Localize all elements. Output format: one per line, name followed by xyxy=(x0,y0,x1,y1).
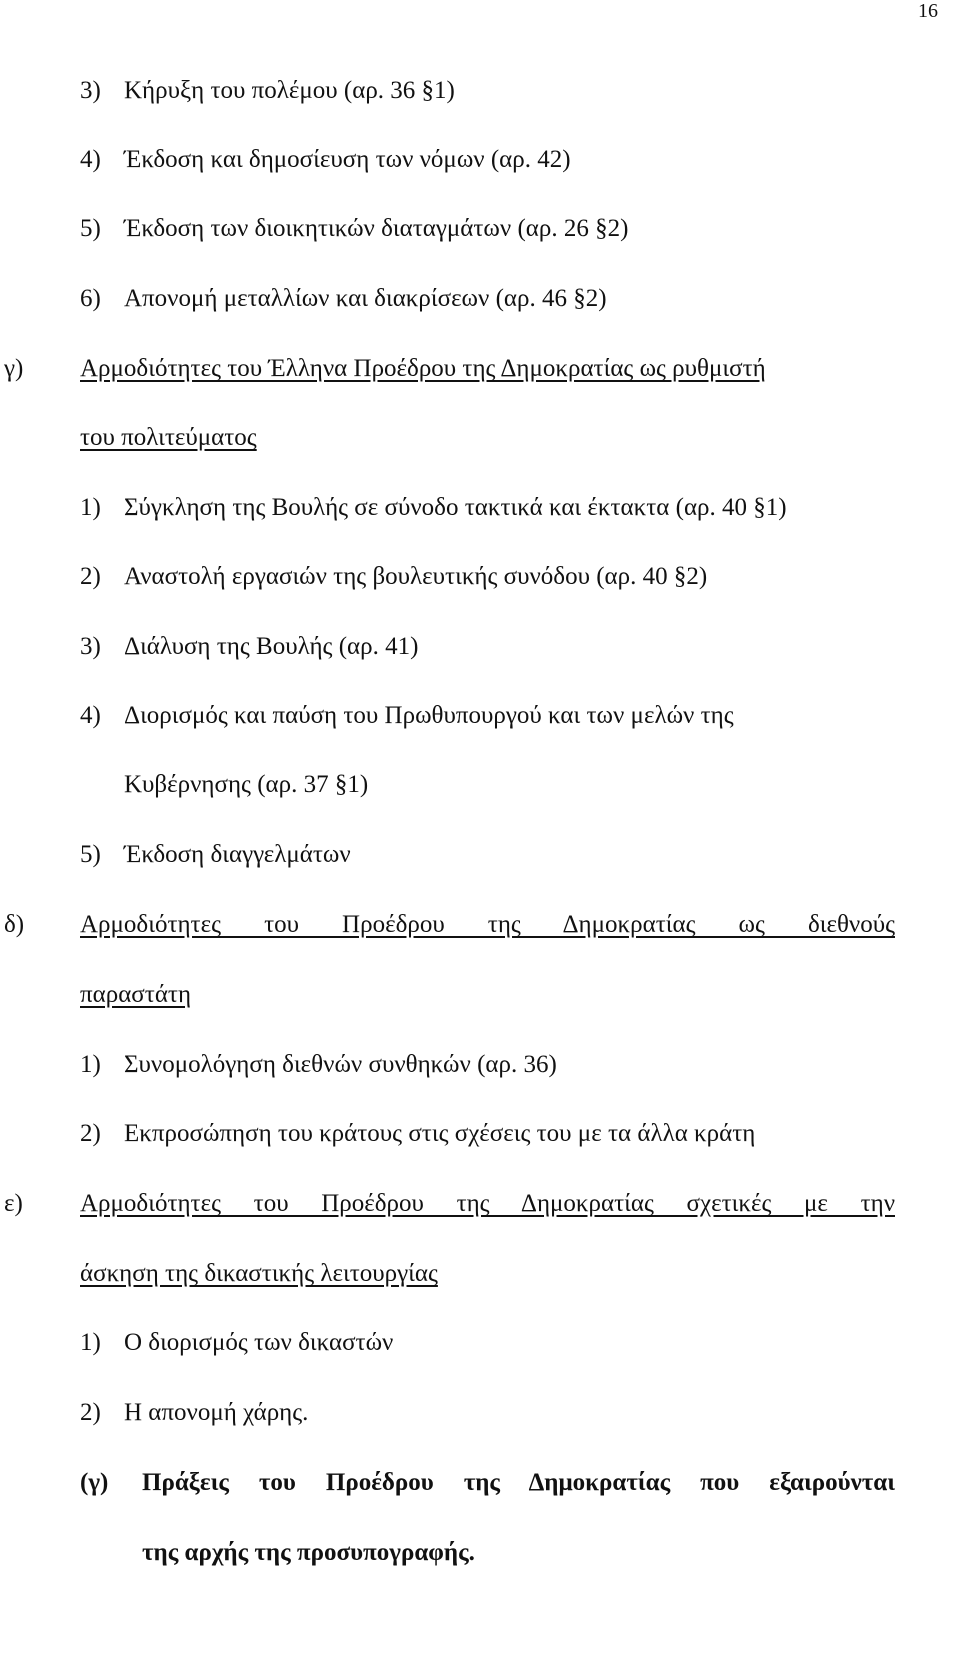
page-number: 16 xyxy=(918,0,938,22)
item-text: Σύγκληση της Βουλής σε σύνοδο τακτικά και έκτακτα (αρ. 40 §1) xyxy=(124,494,787,521)
item-number: 5) xyxy=(80,841,101,868)
item-text: Απονομή μεταλλίων και διακρίσεων (αρ. 46 §2) xyxy=(124,285,607,312)
item-number: 2) xyxy=(80,1399,101,1426)
list-item xyxy=(80,1330,393,1355)
item-text: Συνομολόγηση διεθνών συνθηκών (αρ. 36) xyxy=(124,1051,557,1078)
final-heading: Πράξεις του Προέδρου της Δημοκρατίας που εξαιρούνται xyxy=(142,1469,895,1496)
item-text: Ο διορισμός των δικαστών xyxy=(124,1329,394,1356)
list-item xyxy=(80,1121,755,1146)
section-heading-e: Αρμοδιότητες του Προέδρου της Δημοκρατίας σχετικές με την xyxy=(80,1190,895,1217)
item-text: Έκδοση διαγγελμάτων xyxy=(124,841,351,868)
section-heading-g-cont: του πολιτεύματος xyxy=(80,424,257,451)
item-number: 4) xyxy=(80,702,101,729)
item-number: 2) xyxy=(80,563,101,590)
item-number: 1) xyxy=(80,494,101,521)
item-number: 3) xyxy=(80,633,101,660)
section-heading-e-cont: άσκηση της δικαστικής λειτουργίας xyxy=(80,1260,438,1287)
item-number: 1) xyxy=(80,1051,101,1078)
list-item-cont: Κυβέρνησης (αρ. 37 §1) xyxy=(124,771,369,798)
item-number: 5) xyxy=(80,215,101,242)
item-number: 1) xyxy=(80,1329,101,1356)
list-item xyxy=(80,703,734,728)
section-marker-e: ε) xyxy=(4,1190,23,1217)
section-heading-d-cont: παραστάτη xyxy=(80,981,192,1008)
section-marker-d: δ) xyxy=(4,911,25,938)
item-text: Έκδοση των διοικητικών διαταγμάτων (αρ. 26 §2) xyxy=(124,215,629,242)
list-item xyxy=(80,634,418,659)
list-item xyxy=(80,286,607,311)
section-marker-final: (γ) xyxy=(80,1469,109,1496)
item-text: Διάλυση της Βουλής (αρ. 41) xyxy=(124,633,419,660)
section-heading-g: Αρμοδιότητες του Έλληνα Προέδρου της Δημοκρατίας ως ρυθμιστή xyxy=(80,355,766,382)
item-number: 6) xyxy=(80,285,101,312)
item-text: Διορισμός και παύση του Πρωθυπουργού και των μελών της xyxy=(124,702,734,729)
section-heading-d: Αρμοδιότητες του Προέδρου της Δημοκρατίας ως διεθνούς xyxy=(80,911,895,938)
item-text: Αναστολή εργασιών της βουλευτικής συνόδου (αρ. 40 §2) xyxy=(124,563,708,590)
item-text: Εκπροσώπηση του κράτους στις σχέσεις του με τα άλλα κράτη xyxy=(124,1120,756,1147)
list-item xyxy=(80,842,351,867)
section-marker-g: γ) xyxy=(4,355,24,382)
item-text: Η απονομή χάρης. xyxy=(124,1399,309,1426)
final-heading-cont: της αρχής της προσυπογραφής. xyxy=(142,1539,475,1566)
item-number: 3) xyxy=(80,77,101,104)
list-item xyxy=(80,564,707,589)
item-number: 4) xyxy=(80,146,101,173)
list-item xyxy=(80,495,787,520)
list-item xyxy=(80,216,628,241)
item-number: 2) xyxy=(80,1120,101,1147)
list-item xyxy=(80,147,571,172)
list-item xyxy=(80,78,455,103)
item-text: Κήρυξη του πολέμου (αρ. 36 §1) xyxy=(124,77,455,104)
list-item xyxy=(80,1400,308,1425)
item-text: Έκδοση και δημοσίευση των νόμων (αρ. 42) xyxy=(124,146,571,173)
list-item xyxy=(80,1052,557,1077)
